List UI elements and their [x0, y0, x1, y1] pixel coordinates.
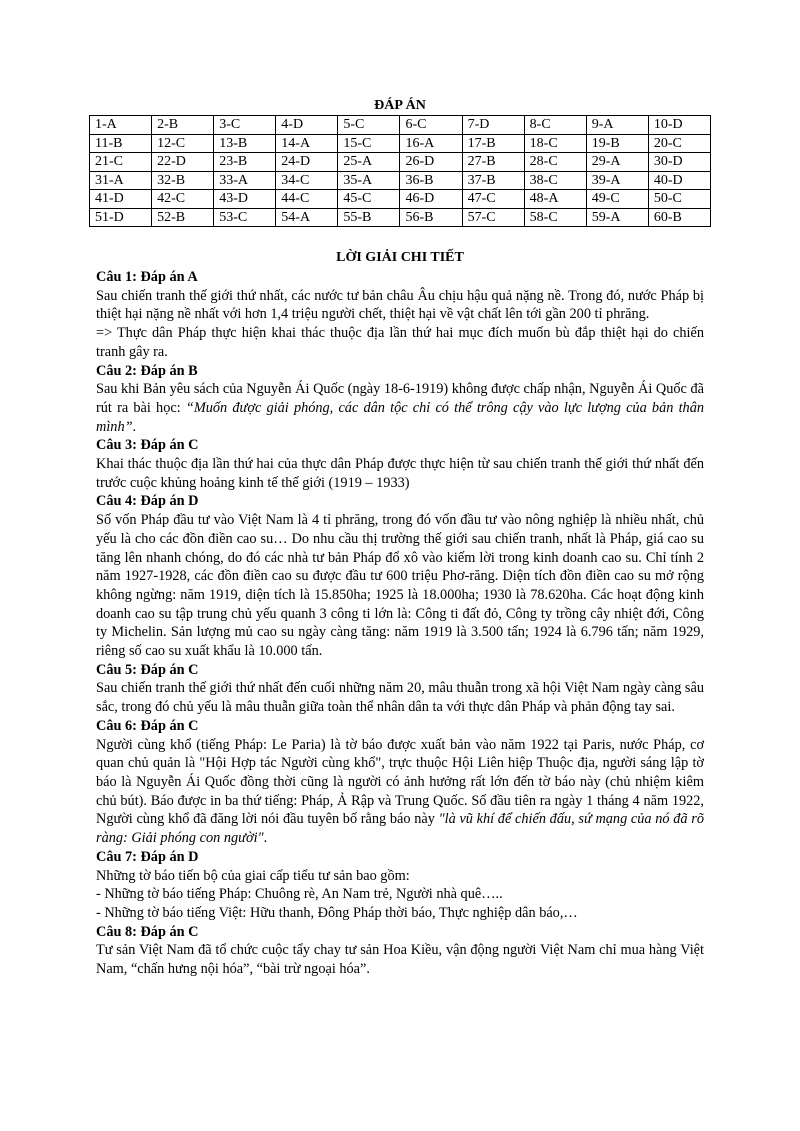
answer-cell: 50-C [648, 190, 710, 209]
answer-cell: 9-A [586, 116, 648, 135]
answer-cell: 40-D [648, 171, 710, 190]
question-2-heading: Câu 2: Đáp án B [96, 362, 198, 379]
answer-cell: 48-A [524, 190, 586, 209]
answer-cell: 33-A [214, 171, 276, 190]
question-2-end: . [132, 418, 137, 435]
answer-cell: 23-B [214, 153, 276, 172]
answer-cell: 52-B [152, 208, 214, 227]
answer-cell: 15-C [338, 134, 400, 153]
answer-cell: 19-B [586, 134, 648, 153]
answer-key-table [89, 115, 711, 227]
solutions-title: LỜI GIẢI CHI TIẾT [336, 250, 464, 265]
answer-cell: 36-B [400, 171, 462, 190]
answer-cell: 7-D [462, 116, 524, 135]
answer-cell: 20-C [648, 134, 710, 153]
answer-cell: 56-B [400, 208, 462, 227]
answer-cell: 22-D [152, 153, 214, 172]
answer-cell: 29-A [586, 153, 648, 172]
question-4-text: Số vốn Pháp đầu tư vào Việt Nam là 4 tỉ phrăng, trong đó vốn đầu tư vào nông nghiệp là nhiều nhất, chủ yếu là cho các đồn điền cao su… Do nhu cầu thị trường thế giới sau chiến tranh, nhất là Pháp, giá cao su tăng lên nhanh chóng, do đó các nhà tư bản Pháp đổ xô vào kiếm lời trong kinh doanh cao su. Chỉ tính 2 năm 1927-1928, các đồn điền cao su được đầu tư 600 triệu Phơ-răng. Diện tích đồn điền cao su mở rộng không ngừng: năm 1919, diện tích là 15.850ha; 1925 là 18.000ha; 1930 là 78.620ha. Các hoạt động kinh doanh cao su tập trung chủ yếu quanh 3 công ti lớn là: Công ti đất đỏ, Công ty trồng cây nhiệt đới, Công ty Michelin. Sản lượng mủ cao su ngày càng tăng: năm 1919 là 3.500 tấn; 1924 là 6.796 tấn; năm 1929, riêng số cao su xuất khẩu là 10.000 tấn. [96, 512, 704, 660]
answer-key-body [90, 116, 711, 227]
answer-cell: 57-C [462, 208, 524, 227]
question-5-heading: Câu 5: Đáp án C [96, 661, 199, 678]
answer-cell: 12-C [152, 134, 214, 153]
answer-cell: 5-C [338, 116, 400, 135]
question-6-heading: Câu 6: Đáp án C [96, 717, 199, 734]
answer-row [90, 171, 711, 190]
answer-key-title: ĐÁP ÁN [374, 98, 426, 113]
answer-cell: 30-D [648, 153, 710, 172]
answer-cell: 46-D [400, 190, 462, 209]
question-1-conclusion: => Thực dân Pháp thực hiện khai thác thuộc địa lần thứ hai mục đích muốn bù đắp thiệt hại do chiến tranh gây ra. [96, 325, 704, 360]
question-7-list-item: - Những tờ báo tiếng Pháp: Chuông rè, An Nam trẻ, Người nhà quê….. [96, 886, 503, 903]
answer-row [90, 190, 711, 209]
answer-cell: 59-A [586, 208, 648, 227]
answer-cell: 11-B [90, 134, 152, 153]
answer-cell: 16-A [400, 134, 462, 153]
answer-row [90, 208, 711, 227]
answer-cell: 54-A [276, 208, 338, 227]
answer-cell: 60-B [648, 208, 710, 227]
question-8-heading: Câu 8: Đáp án C [96, 923, 199, 940]
question-4-heading: Câu 4: Đáp án D [96, 493, 199, 510]
question-7-heading: Câu 7: Đáp án D [96, 848, 199, 865]
question-6-text [96, 736, 704, 848]
question-2-quote: “Muốn được giải phóng, các dân tộc chỉ có thể trông cậy vào lực lượng của bản thân mình” [96, 399, 704, 435]
answer-cell: 26-D [400, 153, 462, 172]
question-3-text: Khai thác thuộc địa lần thứ hai của thực dân Pháp được thực hiện từ sau chiến tranh thế giới thứ nhất đến trước cuộc khủng hoảng kinh tế thế giới (1919 – 1933) [96, 456, 704, 491]
answer-cell: 27-B [462, 153, 524, 172]
answer-cell: 35-A [338, 171, 400, 190]
answer-cell: 38-C [524, 171, 586, 190]
answer-cell: 8-C [524, 116, 586, 135]
answer-cell: 24-D [276, 153, 338, 172]
answer-cell: 51-D [90, 208, 152, 227]
solutions-content [96, 268, 704, 979]
answer-cell: 18-C [524, 134, 586, 153]
question-7-text: Những tờ báo tiến bộ của giai cấp tiểu tư sản bao gồm: [96, 867, 410, 884]
question-2-body: Sau khi Bản yêu sách của Nguyễn Ái Quốc (ngày 18-6-1919) không được chấp nhận, Nguyễn Ái Quốc đã rút ra bài học: [96, 381, 704, 416]
answer-cell: 47-C [462, 190, 524, 209]
answer-cell: 49-C [586, 190, 648, 209]
question-6-body: Người cùng khổ (tiếng Pháp: Le Paria) là tờ báo được xuất bản vào năm 1922 tại Paris, nước Pháp, cơ quan chủ quản là "Hội Hợp tác Người cùng khổ", trực thuộc Hội Liên hiệp Thuộc địa, người sáng lập tờ báo là Nguyễn Ái Quốc đồng thời cũng là người có ảnh hưởng rất lớn đến tờ báo này (chủ nhiệm kiêm chủ bút). Báo được in ba thứ tiếng: Pháp, Ả Rập và Trung Quốc. Số đầu tiên ra ngày 1 tháng 4 năm 1922, Người cùng khổ đã đăng lời nói đầu tuyên bố rằng báo này [96, 736, 704, 828]
answer-cell: 34-C [276, 171, 338, 190]
question-1-heading: Câu 1: Đáp án A [96, 269, 198, 285]
answer-cell: 58-C [524, 208, 586, 227]
answer-cell: 39-A [586, 171, 648, 190]
question-6-end: . [263, 830, 268, 847]
answer-cell: 13-B [214, 134, 276, 153]
answer-cell: 3-C [214, 116, 276, 135]
answer-cell: 45-C [338, 190, 400, 209]
answer-cell: 43-D [214, 190, 276, 209]
question-1-text: Sau chiến tranh thế giới thứ nhất, các nước tư bản châu Âu chịu hậu quả nặng nề. Trong đó, nước Pháp bị thiệt hại nặng nề nhất với hơn 1,4 triệu người chết, thiệt hại về vật chất lên tới gần 200 tỉ phrăng. [96, 287, 704, 323]
question-5-text: Sau chiến tranh thế giới thứ nhất đến cuối những năm 20, mâu thuẫn trong xã hội Việt Nam ngày càng sâu sắc, trong đó chủ yếu là mâu thuẫn giữa toàn thể nhân dân ta với thực dân Pháp và phản động tay sai. [96, 680, 704, 716]
answer-row [90, 153, 711, 172]
question-6-quote: "là vũ khí để chiến đấu, sứ mạng của nó đã rõ ràng: Giải phóng con người" [96, 811, 704, 847]
answer-cell: 53-C [214, 208, 276, 227]
answer-cell: 37-B [462, 171, 524, 190]
answer-cell: 21-C [90, 153, 152, 172]
answer-cell: 41-D [90, 190, 152, 209]
answer-cell: 17-B [462, 134, 524, 153]
answer-cell: 44-C [276, 190, 338, 209]
answer-cell: 42-C [152, 190, 214, 209]
answer-cell: 4-D [276, 116, 338, 135]
answer-cell: 2-B [152, 116, 214, 135]
answer-row [90, 116, 711, 135]
answer-row [90, 134, 711, 153]
answer-cell: 28-C [524, 153, 586, 172]
answer-cell: 32-B [152, 171, 214, 190]
question-2-text [96, 380, 704, 436]
answer-cell: 1-A [90, 116, 152, 135]
answer-cell: 10-D [648, 116, 710, 135]
question-7-list-item: - Những tờ báo tiếng Việt: Hữu thanh, Đông Pháp thời báo, Thực nghiệp dân báo,… [96, 904, 578, 921]
answer-cell: 6-C [400, 116, 462, 135]
answer-cell: 14-A [276, 134, 338, 153]
question-8-text: Tư sản Việt Nam đã tổ chức cuộc tẩy chay tư sản Hoa Kiều, vận động người Việt Nam chỉ mua hàng Việt Nam, “chấn hưng nội hóa”, “bài trừ ngoại hóa”. [96, 942, 704, 978]
question-3-heading: Câu 3: Đáp án C [96, 437, 199, 454]
answer-cell: 55-B [338, 208, 400, 227]
answer-cell: 25-A [338, 153, 400, 172]
answer-cell: 31-A [90, 171, 152, 190]
